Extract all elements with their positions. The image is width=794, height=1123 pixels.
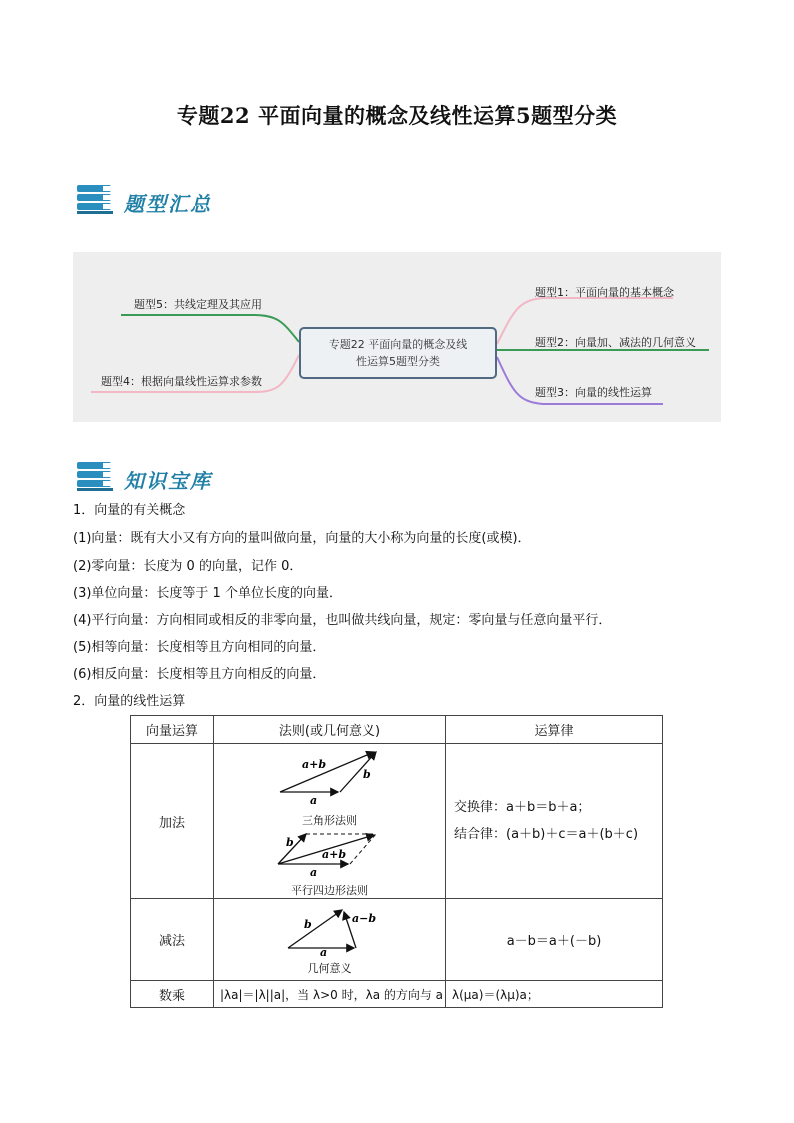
label-a-plus-b: a+b xyxy=(301,758,326,771)
books-icon xyxy=(75,460,117,494)
knowledge-heading-2: 2．向量的线性运算 xyxy=(73,694,186,709)
knowledge-item: (3)单位向量：长度等于 1 个单位长度的向量． xyxy=(73,586,342,601)
knowledge-item: (6)相反向量：长度相等且方向相反的向量． xyxy=(73,667,326,682)
label-a-minus-b: a−b xyxy=(351,911,376,925)
addition-laws xyxy=(446,744,663,899)
mindmap-center-line2: 性运算5题型分类 xyxy=(356,355,440,368)
label-a: a xyxy=(309,794,317,807)
vector-operations-table xyxy=(130,715,663,1008)
summary-section-label: 题型汇总 xyxy=(124,192,212,216)
label-b: b xyxy=(303,917,312,931)
label-b: b xyxy=(285,836,294,849)
knowledge-item: (2)零向量：长度为 0 的向量，记作 0． xyxy=(73,559,303,574)
label-a: a xyxy=(319,945,327,956)
label-b: b xyxy=(362,768,371,781)
triangle-rule-caption: 三角形法则 xyxy=(302,814,357,827)
table-header: 运算律 xyxy=(446,716,663,744)
mindmap-node-3[interactable]: 题型3：向量的线性运算 xyxy=(535,386,652,399)
books-icon xyxy=(75,183,117,217)
subtraction-caption: 几何意义 xyxy=(307,961,352,975)
mindmap-node-5[interactable]: 题型5：共线定理及其应用 xyxy=(134,298,262,311)
mindmap-node-2[interactable]: 题型2：向量加、减法的几何意义 xyxy=(535,336,696,349)
knowledge-item: (1)向量：既有大小又有方向的量叫做向量，向量的大小称为向量的长度(或模)． xyxy=(73,531,531,546)
mindmap-center-line1: 专题22 平面向量的概念及线 xyxy=(328,338,468,351)
op-name: 数乘 xyxy=(131,981,214,1008)
knowledge-item: (5)相等向量：长度相等且方向相同的向量． xyxy=(73,640,326,655)
subtraction-law: a－b＝a＋(－b) xyxy=(446,899,663,981)
table-row-addition xyxy=(131,744,663,899)
subtraction-figure xyxy=(214,899,446,981)
table-header: 向量运算 xyxy=(131,716,214,744)
addition-figures xyxy=(214,744,446,899)
op-name: 减法 xyxy=(131,899,214,981)
label-a: a xyxy=(309,866,317,878)
knowledge-section-label: 知识宝库 xyxy=(124,469,212,493)
scalar-law: λ(μa)＝(λμ)a； xyxy=(446,981,663,1008)
page-title: 专题22 平面向量的概念及线性运算5题型分类 xyxy=(176,103,618,128)
subtraction-diagram xyxy=(280,904,380,956)
table-header: 法则(或几何意义) xyxy=(214,716,446,744)
scalar-rule: |λa|＝|λ||a|，当 λ>0 时，λa 的方向与 a xyxy=(214,981,446,1008)
knowledge-item: (4)平行向量：方向相同或相反的非零向量，也叫做共线向量，规定：零向量与任意向量平行． xyxy=(73,613,612,628)
table-row-subtraction xyxy=(131,899,663,981)
associative-law: 结合律：(a＋b)＋c＝a＋(b＋c) xyxy=(454,827,639,842)
mindmap-center[interactable] xyxy=(299,327,497,379)
table-row-scalar xyxy=(131,981,663,1008)
label-a-plus-b: a+b xyxy=(321,848,346,861)
op-name: 加法 xyxy=(131,744,214,899)
mindmap-node-1[interactable]: 题型1：平面向量的基本概念 xyxy=(535,286,674,299)
commutative-law: 交换律：a＋b＝b＋a； xyxy=(454,800,591,815)
triangle-rule-diagram xyxy=(270,744,390,808)
table-header-row xyxy=(131,716,663,744)
mindmap-node-4[interactable]: 题型4：根据向量线性运算求参数 xyxy=(101,375,262,388)
parallelogram-rule-caption: 平行四边形法则 xyxy=(291,884,368,897)
parallelogram-rule-diagram xyxy=(270,828,390,878)
knowledge-heading-1: 1．向量的有关概念 xyxy=(73,503,186,518)
